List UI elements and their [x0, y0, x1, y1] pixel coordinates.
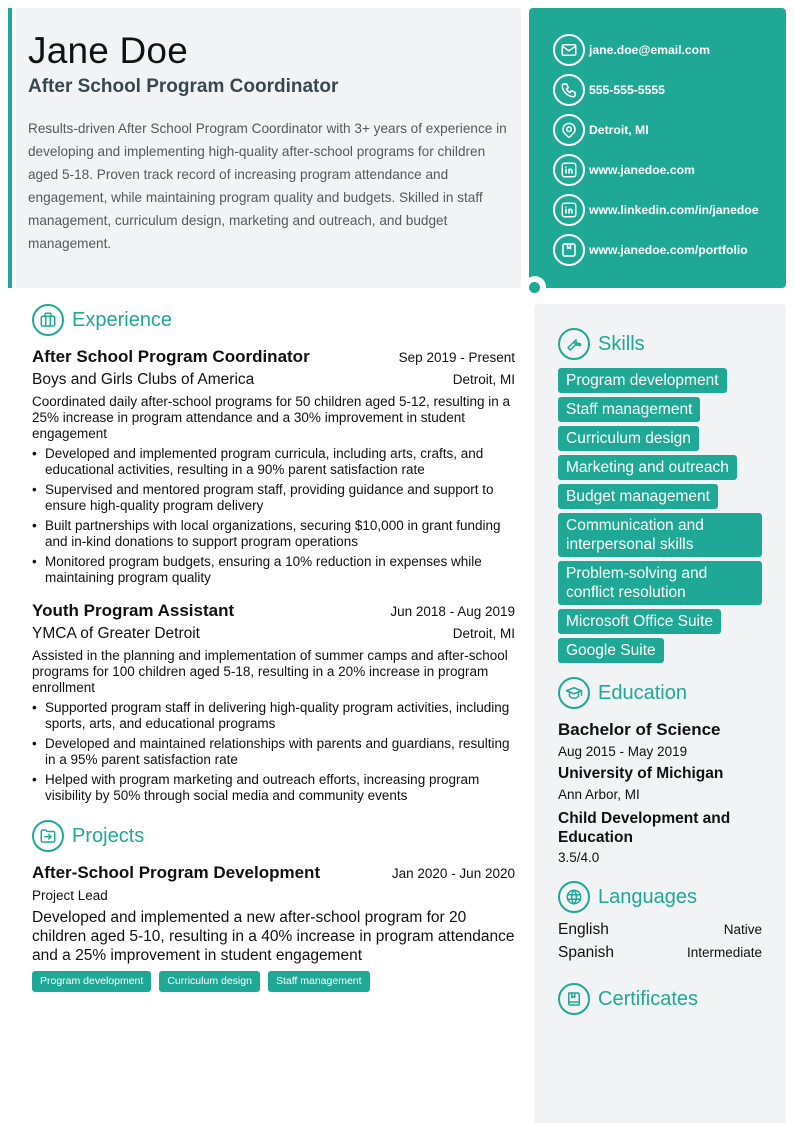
job-title: Youth Program Assistant: [32, 601, 235, 620]
contact-panel: [529, 8, 786, 288]
summary-text: Results-driven After School Program Coordinator with 3+ years of experience in developing and implementing high-quality after-school programs for children aged 5-18. Proven track record of increasing program attendance and engagement, while maintaining program quality and budgets. Skilled in staff management, curriculum design, marketing and outreach, and budget management.: [28, 121, 507, 251]
education-title: Education: [598, 681, 687, 704]
candidate-title: After School Program Coordinator: [28, 76, 339, 97]
project-dates: Jan 2020 - Jun 2020: [391, 866, 515, 881]
globe-icon: [558, 881, 590, 913]
certificates-title: Certificates: [598, 987, 699, 1010]
languages-list: [558, 921, 762, 967]
job-dates: Jun 2018 - Aug 2019: [390, 604, 515, 619]
job-bullet: • Supported program staff in delivering high-quality program activities, including sports, arts, and educational programs: [32, 700, 515, 732]
job-entry: [32, 346, 515, 586]
language-level: Native: [723, 922, 762, 937]
contact-location-text: Detroit, MI: [589, 123, 649, 137]
job-bullet: • Built partnerships with local organizations, securing $10,000 in grant funding and in-kind donations to support program operations: [32, 518, 515, 550]
project-title: After-School Program Development: [32, 863, 321, 882]
language-row: [558, 921, 762, 944]
contact-portfolio-text: www.janedoe.com/portfolio: [589, 243, 748, 257]
skills-list: [558, 368, 762, 663]
contact-linkedin-text: www.linkedin.com/in/janedoe: [589, 203, 759, 217]
job-bullet: • Developed and implemented program curricula, including arts, crafts, and educational activities, resulting in a 90% parent satisfaction rate: [32, 446, 515, 478]
skill-tag: Budget management: [558, 484, 718, 509]
project-tag: Curriculum design: [159, 971, 260, 992]
job-dates: Sep 2019 - Present: [398, 350, 515, 365]
skills-heading: [558, 328, 762, 360]
candidate-name: Jane Doe: [28, 30, 188, 71]
education-location: Ann Arbor, MI: [558, 787, 640, 802]
education-heading: [558, 677, 762, 709]
job-bullet: • Developed and maintained relationships with parents and guardians, resulting in a 95% parent satisfaction rate: [32, 736, 515, 768]
decorative-dot: [529, 282, 540, 293]
job-entry: [32, 600, 515, 804]
skill-tag: Communication and interpersonal skills: [558, 513, 762, 557]
project-entry: [32, 862, 515, 992]
education-school: University of Michigan: [558, 765, 724, 782]
contact-phone-text: 555-555-5555: [589, 83, 665, 97]
location-icon: [553, 114, 585, 146]
job-bullets: [32, 700, 515, 804]
phone-icon: [553, 74, 585, 106]
experience-title: Experience: [72, 308, 173, 331]
contact-location: [553, 110, 786, 150]
project-description: Developed and implemented a new after-school program for 20 children aged 5-10, resulting in a 40% increase in program attendance and a 25% improvement in student engagement: [32, 909, 515, 964]
job-bullet: • Monitored program budgets, ensuring a 10% reduction in expenses while maintaining program quality: [32, 554, 515, 586]
projects-title: Projects: [72, 824, 145, 847]
job-bullet: • Supervised and mentored program staff, providing guidance and support to ensure high-quality program delivery: [32, 482, 515, 514]
graduation-cap-icon: [558, 677, 590, 709]
contact-portfolio[interactable]: [553, 230, 786, 270]
job-location: Detroit, MI: [452, 372, 515, 387]
language-level: Intermediate: [686, 945, 762, 960]
skill-tag: Curriculum design: [558, 426, 699, 451]
contact-linkedin[interactable]: [553, 190, 786, 230]
language-name: Spanish: [558, 944, 615, 961]
linkedin-icon: [553, 154, 585, 186]
main-column: [32, 304, 515, 992]
contact-email[interactable]: [553, 30, 786, 70]
experience-heading: [32, 304, 515, 336]
project-role: Project Lead: [32, 888, 108, 903]
project-tag: Staff management: [268, 971, 370, 992]
job-company: Boys and Girls Clubs of America: [32, 371, 255, 388]
education-dates: Aug 2015 - May 2019: [558, 744, 688, 759]
project-tag: Program development: [32, 971, 151, 992]
contact-website-text: www.janedoe.com: [589, 163, 695, 177]
education-gpa: 3.5/4.0: [558, 850, 600, 865]
skill-tag: Microsoft Office Suite: [558, 609, 721, 634]
job-location: Detroit, MI: [452, 626, 515, 641]
job-company: YMCA of Greater Detroit: [32, 625, 200, 642]
education-degree: Bachelor of Science: [558, 720, 721, 739]
language-name: English: [558, 921, 609, 938]
certificates-heading: [558, 983, 762, 1015]
linkedin-icon: [553, 194, 585, 226]
header-intro: [16, 8, 521, 288]
header-accent-bar: [8, 8, 12, 288]
skill-tag: Google Suite: [558, 638, 664, 663]
portfolio-icon: [553, 234, 585, 266]
contact-phone[interactable]: [553, 70, 786, 110]
contact-email-text: jane.doe@email.com: [589, 43, 710, 57]
projects-heading: [32, 820, 515, 852]
certificate-icon: [558, 983, 590, 1015]
language-row: [558, 944, 762, 967]
sidebar: [534, 304, 786, 1123]
languages-heading: [558, 881, 762, 913]
skill-tag: Program development: [558, 368, 727, 393]
project-tags: [32, 971, 515, 992]
skill-tag: Staff management: [558, 397, 700, 422]
skills-title: Skills: [598, 332, 645, 355]
folder-icon: [32, 820, 64, 852]
languages-title: Languages: [598, 885, 697, 908]
skill-tag: Problem-solving and conflict resolution: [558, 561, 762, 605]
skill-tag: Marketing and outreach: [558, 455, 737, 480]
wrench-icon: [558, 328, 590, 360]
email-icon: [553, 34, 585, 66]
job-bullets: [32, 446, 515, 586]
job-bullet: • Helped with program marketing and outreach efforts, increasing program visibility by 50% through social media and community events: [32, 772, 515, 804]
contact-website[interactable]: [553, 150, 786, 190]
education-field: Child Development and Education: [558, 810, 731, 846]
job-description: Assisted in the planning and implementation of summer camps and after-school programs for 100 children aged 5-18, resulting in a 20% increase in program enrollment: [32, 648, 508, 695]
briefcase-icon: [32, 304, 64, 336]
job-description: Coordinated daily after-school programs for 50 children aged 5-12, resulting in a 25% increase in program attendance and a 30% improvement in student engagement: [32, 394, 511, 441]
job-title: After School Program Coordinator: [32, 347, 310, 366]
